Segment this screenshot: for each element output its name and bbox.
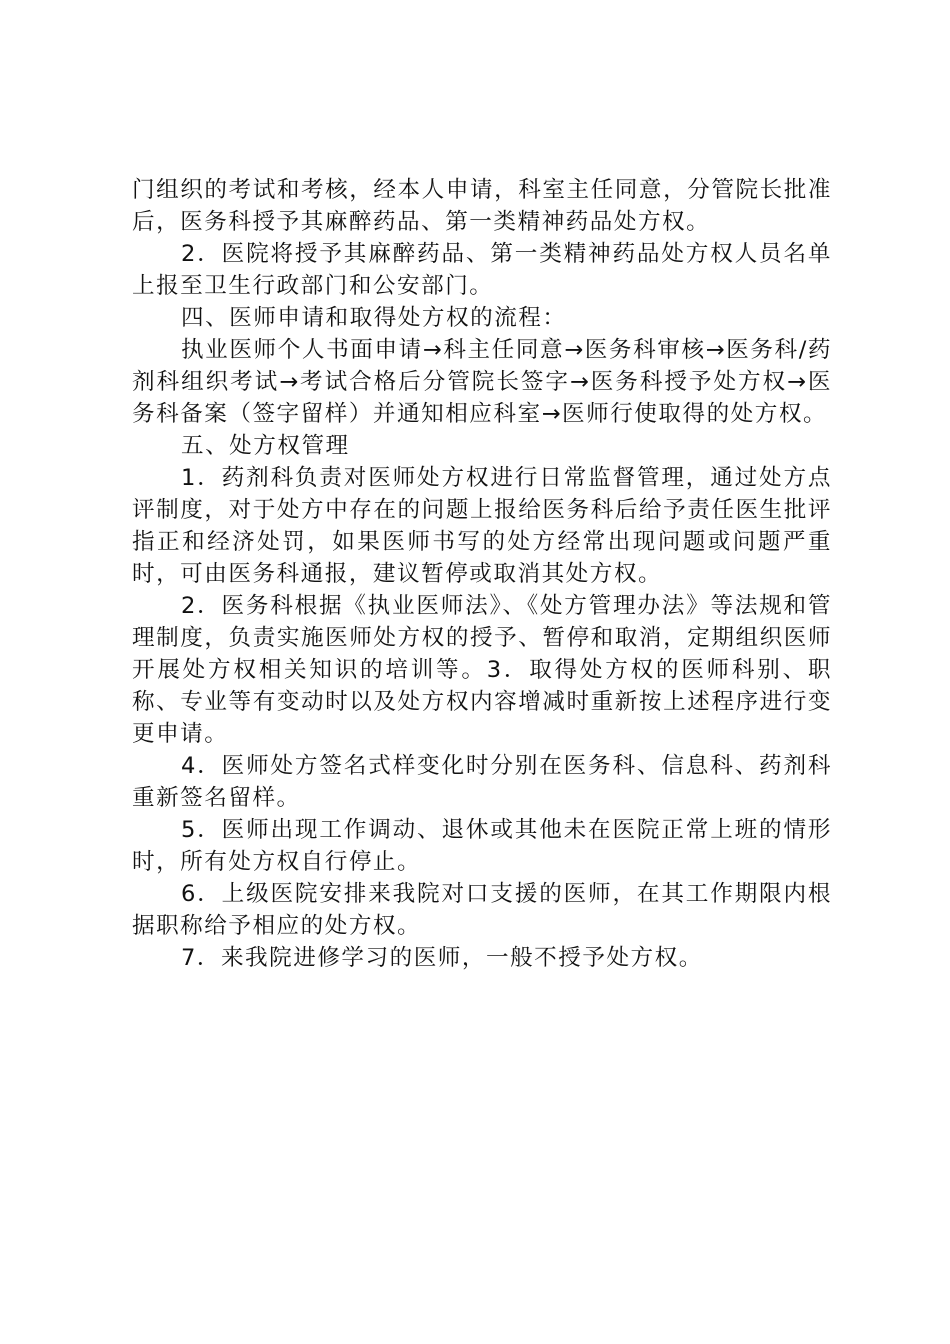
paragraph-item-2-management: 2．医务科根据《执业医师法》、《处方管理办法》等法规和管理制度，负责实施医师处方权的授予、暂停和取消，定期组织医师开展处方权相关知识的培训等。3．取得处方权的医师科别、职称、专业等有变动时以及处方权内容增减时重新按上述程序进行变更申请。	[132, 593, 832, 747]
paragraph-process-flow: 执业医师个人书面申请→科主任同意→医务科审核→医务科/药剂科组织考试→考试合格后分管院长签字→医务科授予处方权→医务科备案（签字留样）并通知相应科室→医师行使取得的处方权。	[132, 337, 832, 427]
paragraph-item-1-supervision: 1．药剂科负责对医师处方权进行日常监督管理，通过处方点评制度，对于处方中存在的问题上报给医务科后给予责任医生批评指正和经济处罚，如果医师书写的处方经常出现问题或问题严重时，可由医务科通报，建议暂停或取消其处方权。	[132, 465, 832, 587]
paragraph-item-4-signature: 4．医师处方签名式样变化时分别在医务科、信息科、药剂科重新签名留样。	[132, 753, 832, 811]
document-body	[132, 174, 832, 974]
section-heading-4: 四、医师申请和取得处方权的流程：	[181, 305, 567, 331]
paragraph-item-2-report: 2．医院将授予其麻醉药品、第一类精神药品处方权人员名单上报至卫生行政部门和公安部门。	[132, 241, 832, 299]
paragraph-item-5-stop: 5．医师出现工作调动、退休或其他未在医院正常上班的情形时，所有处方权自行停止。	[132, 817, 832, 875]
section-heading-5: 五、处方权管理	[181, 433, 350, 459]
paragraph-continuation: 门组织的考试和考核，经本人申请，科室主任同意，分管院长批准后，医务科授予其麻醉药品、第一类精神药品处方权。	[132, 177, 832, 235]
paragraph-item-7-trainee: 7．来我院进修学习的医师，一般不授予处方权。	[181, 945, 703, 971]
paragraph-item-6-support: 6．上级医院安排来我院对口支援的医师，在其工作期限内根据职称给予相应的处方权。	[132, 881, 832, 939]
